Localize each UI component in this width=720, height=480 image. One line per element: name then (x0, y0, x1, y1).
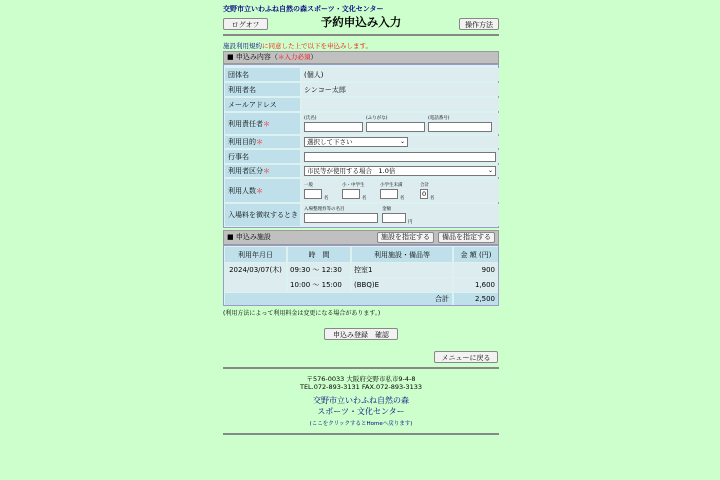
fee-row (224, 203, 500, 227)
responsible-kana-caption: (ふりがな) (366, 116, 388, 121)
count-total-unit: 名 (430, 196, 435, 201)
site-title: 交野市立いわふね自然の森スポーツ・文化センター (223, 5, 384, 13)
responsible-phone-input[interactable] (428, 122, 492, 132)
required-text: 入力必須 (284, 53, 311, 61)
header-divider (223, 34, 499, 36)
event-label: 行事名 (225, 150, 300, 163)
purpose-select-value: 選択して下さい (307, 138, 353, 146)
apply-section-header (223, 51, 499, 64)
category-required-mark: ＊ (263, 167, 270, 175)
total-label: 合計 (225, 293, 452, 305)
responsible-phone-caption: (電話番号) (428, 116, 450, 121)
fee-name-caption: 入場整理券等の名目 (304, 207, 345, 212)
purpose-label: 利用目的 (228, 138, 256, 146)
group-row (224, 67, 500, 82)
total-value: 2,500 (454, 293, 498, 305)
user-row (224, 82, 500, 97)
count-total-value: 0 (422, 190, 427, 198)
table-row-amount: 1,600 (454, 278, 498, 292)
table-row-time: 10:00 〜 15:00 (288, 278, 350, 292)
col-item: 利用施設・備品等 (352, 247, 452, 262)
count-required-mark: ＊ (256, 186, 263, 195)
email-label: メールアドレス (225, 98, 300, 111)
fee-amount-input[interactable] (382, 213, 406, 223)
category-select[interactable] (304, 166, 496, 176)
category-label-cell (225, 165, 300, 177)
required-mark: ＊ (277, 53, 285, 61)
count-general-input[interactable] (304, 189, 322, 199)
purpose-label-cell (225, 136, 300, 148)
count-child-unit: 名 (400, 196, 405, 201)
count-general-unit: 名 (324, 196, 329, 201)
col-time: 時 間 (288, 247, 350, 262)
footer-address: 〒576-0033 大阪府交野市私市9-4-8 (306, 375, 416, 383)
responsible-label: 利用責任者 (228, 119, 263, 128)
responsible-label-cell (225, 113, 300, 134)
apply-form (223, 64, 499, 228)
event-row (224, 149, 500, 164)
count-label-cell (225, 179, 300, 202)
category-value-cell (302, 165, 499, 177)
specify-equipment-button[interactable]: 備品を指定する (438, 232, 495, 243)
terms-agree-text: に同意した上で以下を申込みします。 (262, 42, 372, 50)
footer-bottom-divider (223, 433, 499, 435)
category-row (224, 164, 500, 178)
chevron-down-icon: ⌄ (399, 138, 405, 145)
logout-button[interactable]: ログオフ (223, 18, 268, 30)
count-total-caption: 合計 (420, 183, 429, 188)
table-row-date: 2024/03/07(木) (225, 263, 286, 292)
footer-divider (223, 367, 499, 369)
count-general-caption: 一般 (304, 183, 313, 188)
terms-link[interactable]: 施設利用規約 (223, 42, 262, 50)
apply-section-title: ■ 申込み内容（ (227, 53, 278, 61)
purpose-required-mark: ＊ (256, 138, 263, 146)
category-select-value: 市民等が使用する場合 1.0倍 (307, 167, 396, 175)
count-student-input[interactable] (342, 189, 360, 199)
specify-facility-button[interactable]: 施設を指定する (377, 232, 434, 243)
responsible-name-input[interactable] (304, 122, 363, 132)
count-value-cell (302, 179, 499, 202)
fee-unit: 円 (408, 220, 413, 225)
table-row-amount: 900 (454, 263, 498, 277)
chevron-down-icon: ⌄ (487, 167, 493, 174)
col-date: 利用年月日 (225, 247, 286, 262)
back-to-menu-button[interactable]: メニューに戻る (434, 351, 498, 363)
help-button[interactable]: 操作方法 (459, 18, 499, 30)
facility-section-title: ■ 申込み施設 (227, 233, 271, 241)
responsible-row (224, 112, 500, 135)
fee-name-input[interactable] (304, 213, 378, 223)
count-student-caption: 小・中学生 (342, 183, 365, 188)
footer-name-line2[interactable]: スポーツ・文化センター (317, 407, 405, 416)
group-label: 団体名 (225, 68, 300, 81)
col-amount: 金 額 (円) (454, 247, 498, 262)
email-row (224, 97, 500, 112)
page-title: 予約申込み入力 (320, 15, 402, 29)
responsible-required-mark: ＊ (263, 119, 270, 128)
responsible-kana-input[interactable] (366, 122, 425, 132)
count-child-input[interactable] (380, 189, 398, 199)
table-row-item: 控室1 (352, 263, 452, 277)
event-value-cell (302, 150, 499, 163)
purpose-row (224, 135, 500, 149)
count-row (224, 178, 500, 203)
event-input[interactable] (304, 152, 496, 162)
purpose-value-cell (302, 136, 499, 148)
table-row-time: 09:30 〜 12:30 (288, 263, 350, 277)
terms-notice (223, 41, 372, 50)
user-value: シンコー太郎 (302, 83, 499, 96)
email-value (302, 98, 499, 111)
footer-phone: TEL.072-893-3131 FAX.072-893-3133 (299, 383, 423, 391)
responsible-name-caption: (氏名) (304, 116, 317, 121)
facility-table (223, 245, 499, 306)
footer-name-line1[interactable]: 交野市立いわふね自然の森 (313, 396, 409, 405)
group-value: (個人) (302, 68, 499, 81)
fee-change-note: (利用方法によって利用料金は変更になる場合があります。) (223, 310, 381, 317)
fee-label: 入場料を徴収するとき (225, 204, 300, 226)
category-label: 利用者区分 (228, 167, 263, 175)
fee-amount-caption: 金額 (382, 207, 391, 212)
confirm-button[interactable]: 申込み登録 確認 (324, 328, 398, 340)
count-child-caption: 小学生未満 (380, 183, 403, 188)
purpose-select[interactable] (304, 137, 408, 147)
responsible-value-cell (302, 113, 499, 134)
user-label: 利用者名 (225, 83, 300, 96)
home-link[interactable]: (ここをクリックするとHomeへ戻ります) (309, 421, 413, 427)
table-row-item: (BBQ)E (352, 278, 452, 292)
count-student-unit: 名 (362, 196, 367, 201)
close-paren: ） (310, 53, 318, 61)
count-label: 利用人数 (228, 186, 256, 195)
fee-value-cell (302, 204, 499, 226)
